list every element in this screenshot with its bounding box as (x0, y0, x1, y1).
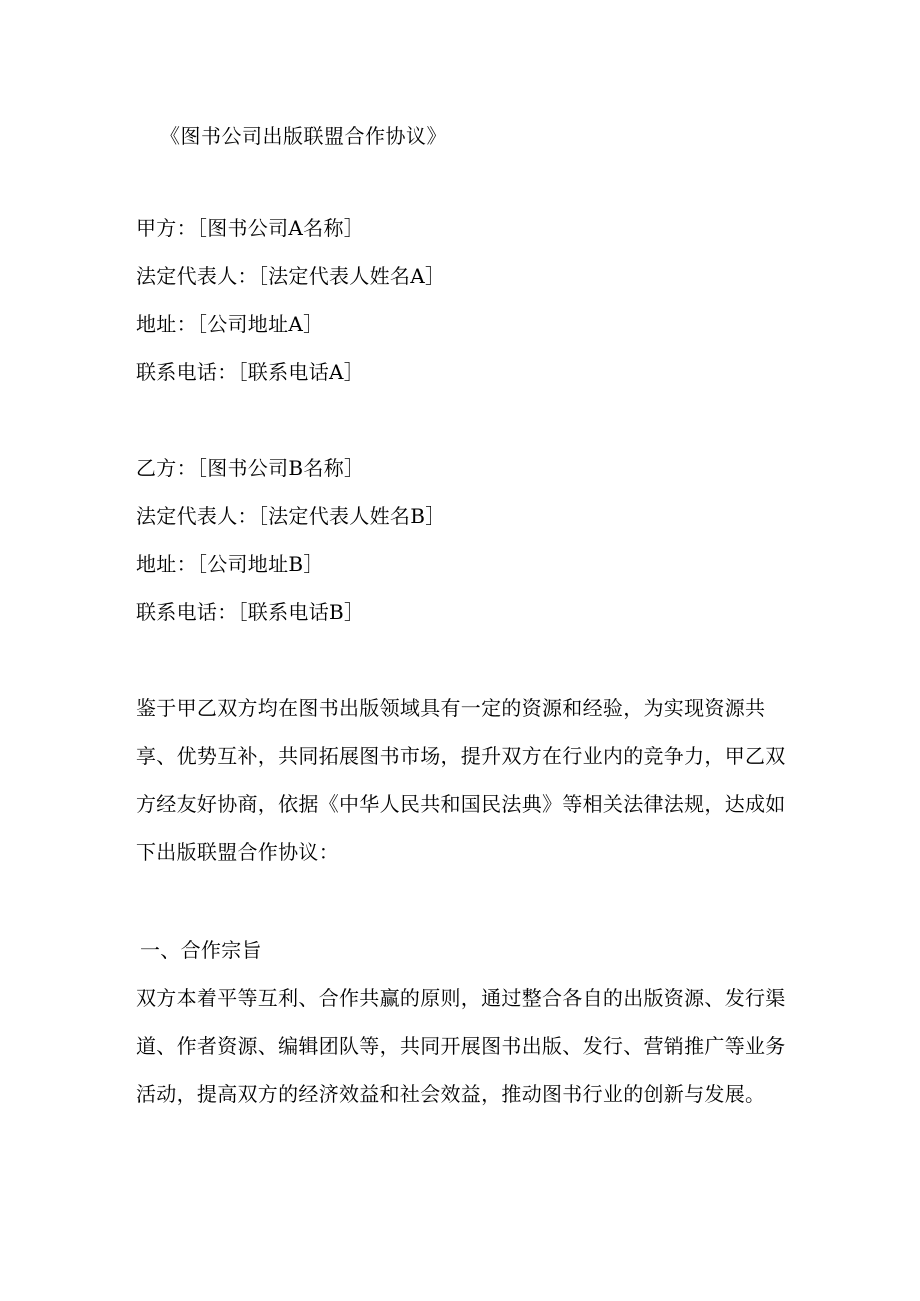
preamble-line: 鉴于甲乙双方均在图书出版领域具有一定的资源和经验，为实现资源共 (136, 696, 766, 720)
party-b-representative-value: ［法定代表人姓名B］ (257, 504, 446, 528)
party-a-representative-label: 法定代表人： (136, 264, 258, 288)
preamble-line: 享、优势互补，共同拓展图书市场，提升双方在行业内的竞争力，甲乙双 (136, 744, 786, 768)
party-a-phone-label: 联系电话： (136, 360, 238, 384)
party-a-address-value: ［公司地址A］ (196, 312, 324, 336)
party-b-representative-label: 法定代表人： (136, 504, 258, 528)
party-a-phone-value: ［联系电话A］ (237, 360, 365, 384)
party-b-address-line (136, 548, 324, 580)
preamble-paragraph (136, 692, 786, 884)
party-b-phone-value: ［联系电话B］ (237, 600, 365, 624)
party-b-phone-line (136, 596, 364, 628)
party-a-address-line (136, 308, 323, 340)
party-b-phone-label: 联系电话： (136, 600, 238, 624)
party-a-name-line (136, 212, 364, 244)
party-a-address-label: 地址： (136, 312, 197, 336)
document-title: 《图书公司出版联盟合作协议》 (160, 124, 447, 148)
preamble-line: 下出版联盟合作协议： (136, 840, 339, 864)
party-b-name-line (136, 452, 364, 484)
party-a-phone-line (136, 356, 364, 388)
party-b-representative-line (136, 500, 446, 532)
party-a-representative-line (136, 260, 445, 292)
section-purpose-paragraph (136, 982, 786, 1126)
party-b-name-label: 乙方： (136, 456, 197, 480)
preamble-line: 方经友好协商，依据《中华人民共和国民法典》等相关法律法规，达成如 (136, 792, 786, 816)
section-heading-purpose: 一、合作宗旨 (140, 938, 262, 962)
party-b-name-value: ［图书公司B名称］ (196, 456, 365, 480)
section-purpose-line: 道、作者资源、编辑团队等，共同开展图书出版、发行、营销推广等业务 (136, 1034, 786, 1058)
section-purpose-line: 双方本着平等互利、合作共赢的原则，通过整合各自的出版资源、发行渠 (136, 986, 786, 1010)
party-a-representative-value: ［法定代表人姓名A］ (257, 264, 446, 288)
party-b-address-label: 地址： (136, 552, 197, 576)
section-purpose-line: 活动，提高双方的经济效益和社会效益，推动图书行业的创新与发展。 (136, 1082, 766, 1106)
party-a-name-value: ［图书公司A名称］ (196, 216, 365, 240)
party-a-name-label: 甲方： (136, 216, 197, 240)
party-b-address-value: ［公司地址B］ (196, 552, 324, 576)
